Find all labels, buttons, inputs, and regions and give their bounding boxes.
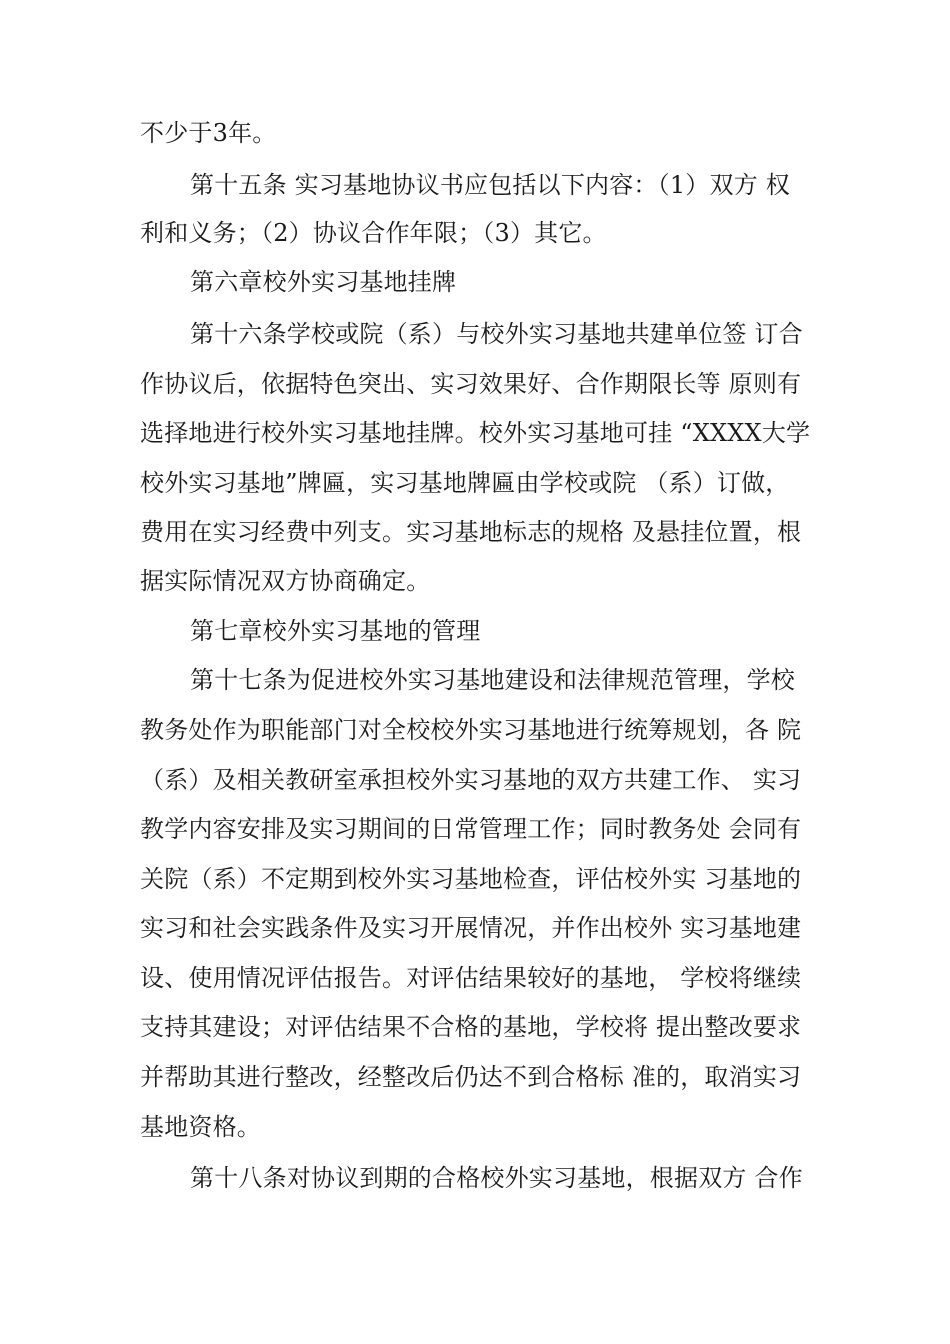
text-line: 关院（系）不定期到校外实习基地检查，评估校外实 习基地的	[140, 865, 802, 893]
text-line: 作协议后，依据特色突出、实习效果好、合作期限长等 原则有	[140, 370, 802, 398]
text-line: 并帮助其进行整改，经整改后仍达不到合格标 准的，取消实习	[140, 1063, 802, 1091]
text-line: 基地资格。	[140, 1113, 261, 1141]
text-line: 设、使用情况评估报告。对评估结果较好的基地， 学校将继续	[140, 964, 802, 992]
text-line: 据实际情况双方协商确定。	[140, 567, 431, 595]
chapter-heading-6: 第六章校外实习基地挂牌	[190, 268, 457, 296]
text-line: 教学内容安排及实习期间的日常管理工作；同时教务处 会同有	[140, 815, 802, 843]
article-heading-16: 第十六条学校或院（系）与校外实习基地共建单位签 订合	[190, 320, 803, 348]
text-line: 选择地进行校外实习基地挂牌。校外实习基地可挂 “XXXX大学	[140, 419, 811, 447]
text-line: 实习和社会实践条件及实习开展情况，并作出校外 实习基地建	[140, 914, 802, 942]
text-line: 利和义务；（2）协议合作年限；（3）其它。	[140, 219, 607, 247]
text-line: 支持其建设；对评估结果不合格的基地，学校将 提出整改要求	[140, 1013, 802, 1041]
chapter-heading-7: 第七章校外实习基地的管理	[190, 617, 481, 645]
text-line: 不少于3年。	[140, 119, 277, 147]
text-line: （系）及相关教研室承担校外实习基地的双方共建工作、 实习	[140, 766, 802, 794]
text-line: 校外实习基地”牌匾，实习基地牌匾由学校或院 （系）订做，	[140, 469, 790, 497]
article-heading-15: 第十五条 实习基地协议书应包括以下内容：（1）双方 权	[190, 171, 790, 199]
article-heading-18: 第十八条对协议到期的合格校外实习基地，根据双方 合作	[190, 1164, 803, 1192]
text-line: 费用在实习经费中列支。实习基地标志的规格 及悬挂位置，根	[140, 518, 802, 546]
text-line: 教务处作为职能部门对全校校外实习基地进行统筹规划，各 院	[140, 716, 802, 744]
article-heading-17: 第十七条为促进校外实习基地建设和法律规范管理，学校	[190, 666, 795, 694]
